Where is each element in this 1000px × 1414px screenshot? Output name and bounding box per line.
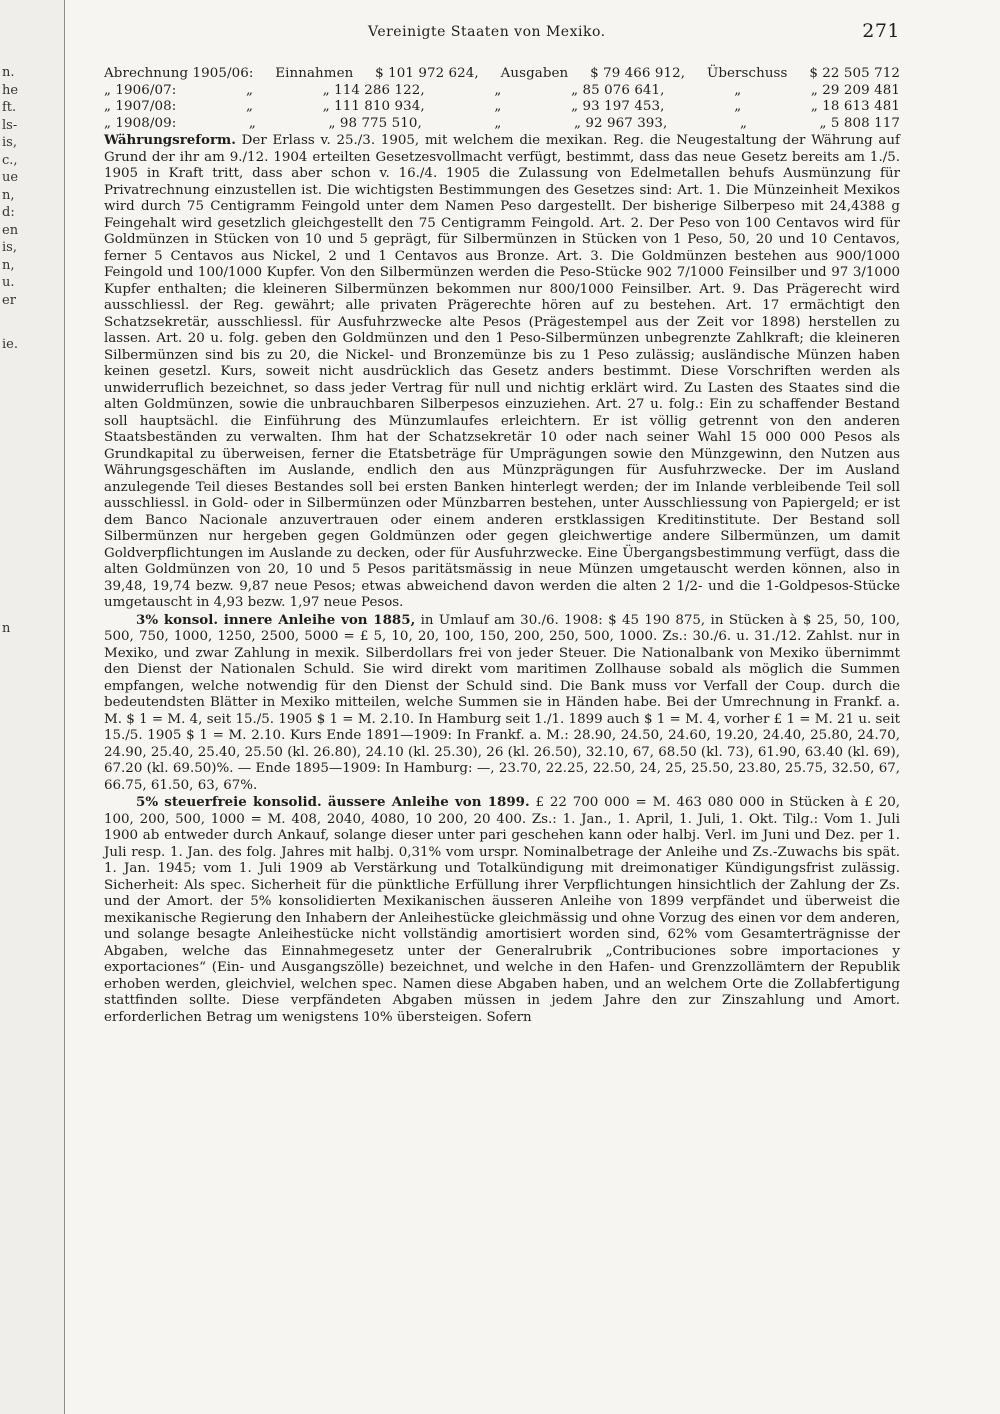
page-body [104,66,900,1026]
margin-fragment: is, [2,240,17,255]
expense-label: „ [494,82,502,98]
surplus-label: „ [734,82,742,98]
income-value: „ 114 286 122, [322,82,425,98]
currency-reform-text: Der Erlass v. 25./3. 1905, mit welchem die mexikan. Reg. die Neugestaltung der Währung auf Grund der ihr am 9./12. 1904 erteilten Gesetzesvollmacht verfügt, bestimmt, dass das neue Gesetz bereits am 1./5. 1905 in Kraft tritt, dass aber schon v. 16./4. 1905 die Zulassung von Edelmetallen behufs Ausmünzung für Privatrechnung einzustellen ist. Die wichtigsten Bestimmungen des Gesetzes sind: Art. 1. Die Münzeinheit Mexikos wird durch 75 Centigramm Feingold unter dem Namen Peso dargestellt. Der bisherige Silberpeso mit 24,4388 g Feingehalt wird gesetzlich gleichgestellt den 75 Centigramm Feingold. Art. 2. Der Peso von 100 Centavos wird für Goldmünzen in Stücken von 10 und 5 geprägt, für Silbermünzen in Stücken von 1 Peso, 50, 20 und 10 Centavos, ferner 5 Centavos aus Nickel, 2 und 1 Centavos aus Bronze. Art. 3. Die Goldmünzen bestehen aus 900/1000 Feingold und 100/1000 Kupfer. Von den Silbermünzen werden die Peso-Stücke 902 7/1000 Feinsilber und 97 3/1000 Kupfer enthalten; die kleineren Silbermünzen bekommen nur 800/1000 Feinsilber. Art. 9. Das Prägerecht wird ausschliessl. der Reg. gewährt; alle privaten Prägerechte hören auf zu bestehen. Art. 17 ermächtigt den Schatzsekretär, ausschliessl. für Ausfuhrzwecke alte Pesos (Prägestempel aus der Zeit vor 1898) herstellen zu lassen. Art. 20 u. folg. geben den Goldmünzen und den 1 Peso-Silbermünzen unbegrenzte Zahlkraft; die kleineren Silbermünzen sind bis zu 20, die Nickel- und Bronzemünze bis zu 1 Peso zulässig; ausländische Münzen haben keinen gesetzl. Kurs, soweit nicht ausdrücklich das Gesetz anders bestimmt. Diese Vorschriften werden als unwiderruflich bezeichnet, so dass jeder Vertrag für null und nichtig erklärt wird. Zu Lasten des Staates sind die alten Goldmünzen, sowie die unbrauchbaren Silberpesos einzuziehen. Art. 27 u. folg.: Ein zu schaffender Bestand soll hauptsächl. die Einführung des Münzumlaufes erleichtern. Er ist völlig getrennt von den anderen Staatsbeständen zu verwalten. Ihm hat der Schatzsekretär 10 oder nach seiner Wahl 15 000 000 Pesos als Grundkapital zu überweisen, ferner die Etatsbeträge für Umprägungen sowie den Münzgewinn, den Nutzen aus Währungsgeschäften im Auslande, endlich den aus Münzprägungen für Ausfuhrzwecke. Der im Ausland anzulegende Teil dieses Bestandes soll bei ersten Banken hinterlegt werden; der im Inlande verbleibende Teil soll ausschliessl. in Gold- oder in Silbermünzen oder Münzbarren bestehen, unter Ausschliessung von Papiergeld; er ist dem Banco Nacionale anzuvertrauen oder einem anderen erstklassigen Kreditinstitute. Der Bestand soll Silbermünzen nur hergeben gegen Goldmünzen oder gegen gleichwertige andere Silbermünzen, um damit Goldverpflichtungen im Auslande zu decken, oder für Ausfuhrzwecke. Eine Übergangsbestimmung verfügt, dass die alten Goldmünzen von 20, 10 und 5 Pesos paritätsmässig in neue Münzen umgetauscht werden können, also in 39,48, 19,74 bezw. 9,87 neue Pesos; etwas abweichend davon werden die alten 2 1/2- und die 1-Goldpesos-Stücke umgetauscht in 4,93 bezw. 1,97 neue Pesos. [104,133,900,610]
currency-reform-paragraph [104,132,900,612]
statement-row [104,83,900,100]
domestic-loan-heading: 3% konsol. innere Anleihe von 1885, [136,611,416,628]
budget-statements [104,66,900,132]
expense-value: $ 79 466 912, [590,66,686,81]
margin-fragment: c., [2,153,18,168]
income-value: $ 101 972 624, [375,66,479,81]
margin-fragment: n, [2,188,15,203]
currency-reform-heading: Währungsreform. [104,132,236,148]
surplus-label: „ [739,115,747,131]
expense-value: „ 85 076 641, [571,82,665,98]
margin-fragment: n, [2,258,15,273]
adjacent-page-margin [0,0,65,1414]
surplus-label: „ [734,99,742,114]
margin-fragment: n [2,621,11,636]
margin-fragment: ft. [2,100,17,115]
expense-value: „ 93 197 453, [571,99,665,114]
margin-fragment: he [2,83,19,98]
margin-fragment: d: [2,205,15,220]
external-loan-paragraph [104,794,900,1026]
income-value: „ 111 810 934, [322,99,425,114]
income-value: „ 98 775 510, [328,115,422,131]
margin-fragment: er [2,293,16,308]
margin-fragment: n. [2,65,15,80]
surplus-value: „ 29 209 481 [810,82,900,98]
margin-fragment: en [2,223,19,238]
external-loan-text: £ 22 700 000 = M. 463 080 000 in Stücken à £ 20, 100, 200, 500, 1000 = M. 408, 2040, 4080, 10 200, 20 400. Zs.: 1. Jan., 1. April, 1. Juli, 1. Okt. Tilg.: Vom 1. Juli 1900 ab entweder durch Ankauf, solange dieser unter pari geschehen kann oder halbj. Verl. im Juni und Dez. per 1. Juli resp. 1. Jan. des folg. Jahres mit halbj. 0,31% vom urspr. Nominalbetrage der Anleihe und Zs.-Zuwachs bis spät. 1. Jan. 1945; vom 1. Juli 1909 ab Verstärkung und Totalkündigung mit dreimonatiger Kündigungsfrist zulässig. Sicherheit: Als spec. Sicherheit für die pünktliche Erfüllung ihrer Verpflichtungen hinsichtlich der Zahlung der Zs. und der Amort. der 5% konsolidierten Mexikanischen äusseren Anleihe von 1899 verpfändet und überweist die mexikanische Regierung den Inhabern der Anleihestücke gleichmässig und ohne Vorzug des einen vor dem anderen, und solange besagte Anleihestücke nicht vollständig amortisiert worden sind, 62% vom Gesamterträgnisse der Abgaben, welche das Einnahmegesetz unter der Generalrubrik „Contribuciones sobre importaciones y exportaciones“ (Ein- und Ausgangszölle) bezeichnet, und welche in den Hafen- und Grenzzollämtern der Republik erhoben werden, gleichviel, welchen spec. Namen diese Abgaben haben, und an welchem Orte die Zollabfertigung stattfinden sollte. Diese verpfändeten Abgaben müssen in jedem Jahre den zur Zinszahlung und Amort. erforderlichen Betrag um wenigstens 10% übersteigen. Sofern [104,795,900,1025]
statement-row [104,99,900,116]
running-title: Vereinigte Staaten von Mexiko. [368,24,606,40]
domestic-loan-text: in Umlauf am 30./6. 1908: $ 45 190 875, in Stücken à $ 25, 50, 100, 500, 750, 1000, 1250, 2500, 5000 = £ 5, 10, 20, 100, 150, 200, 250, 500, 1000. Zs.: 30./6. u. 31./12. Zahlst. nur in Mexiko, und zwar Zahlung in mexik. Silberdollars frei von jeder Steuer. Die Nationalbank von Mexiko übernimmt den Dienst der Nationalen Schuld. Sie wird direkt vom maritimen Zollhause sobald als möglich die Summen empfangen, welche notwendig für den Dienst der Schuld sind. Die Bank muss vor Verfall der Coup. durch die bedeutendsten Blätter in Mexiko mitteilen, welche Summen sie in Händen habe. Bei der Umrechnung in Frankf. a. M. $ 1 = M. 4, seit 15./5. 1905 $ 1 = M. 2.10. In Hamburg seit 1./1. 1899 auch $ 1 = M. 4, vorher £ 1 = M. 21 u. seit 15./5. 1905 $ 1 = M. 2.10. Kurs Ende 1891—1909: In Frankf. a. M.: 28.90, 24.50, 24.60, 19.20, 24.40, 25.80, 24.70, 24.90, 25.40, 25.40, 25.50 (kl. 26.80), 24.10 (kl. 25.30), 26 (kl. 26.50), 32.10, 67, 68.50 (kl. 73), 61.90, 63.40 (kl. 69), 67.20 (kl. 69.50)%. — Ende 1895—1909: In Hamburg: —, 23.70, 22.25, 22.50, 24, 25, 25.50, 23.80, 25.75, 32.50, 67, 66.75, 61.50, 63, 67%. [104,612,900,793]
margin-fragment: ie. [2,337,18,352]
external-loan-heading: 5% steuerfreie konsolid. äussere Anleihe von 1899. [136,794,530,810]
page-number: 271 [862,20,900,42]
income-label: „ [246,99,254,114]
surplus-value: „ 5 808 117 [819,115,900,131]
margin-fragment: ls- [2,118,18,133]
statement-period: „ 1908/09: [104,115,177,131]
surplus-value: „ 18 613 481 [810,99,900,114]
expense-label: Ausgaben [500,66,569,81]
page-binding-rule [64,0,65,1414]
expense-label: „ [494,115,502,131]
surplus-value: $ 22 505 712 [809,66,900,81]
statement-row [104,116,900,133]
expense-label: „ [494,99,502,114]
statement-period: „ 1906/07: [104,82,177,98]
surplus-label: Überschuss [706,66,788,81]
domestic-loan-paragraph [104,612,900,795]
running-header [100,20,900,50]
margin-fragment: ue [2,170,19,185]
margin-fragment: is, [2,135,17,150]
income-label: Einnahmen [275,66,354,81]
expense-value: „ 92 967 393, [573,115,668,131]
statement-row [104,66,900,83]
margin-fragment: u. [2,275,15,290]
statement-period: „ 1907/08: [104,99,177,114]
statement-period: Abrechnung 1905/06: [104,66,254,81]
income-label: „ [248,115,256,131]
income-label: „ [246,82,254,98]
